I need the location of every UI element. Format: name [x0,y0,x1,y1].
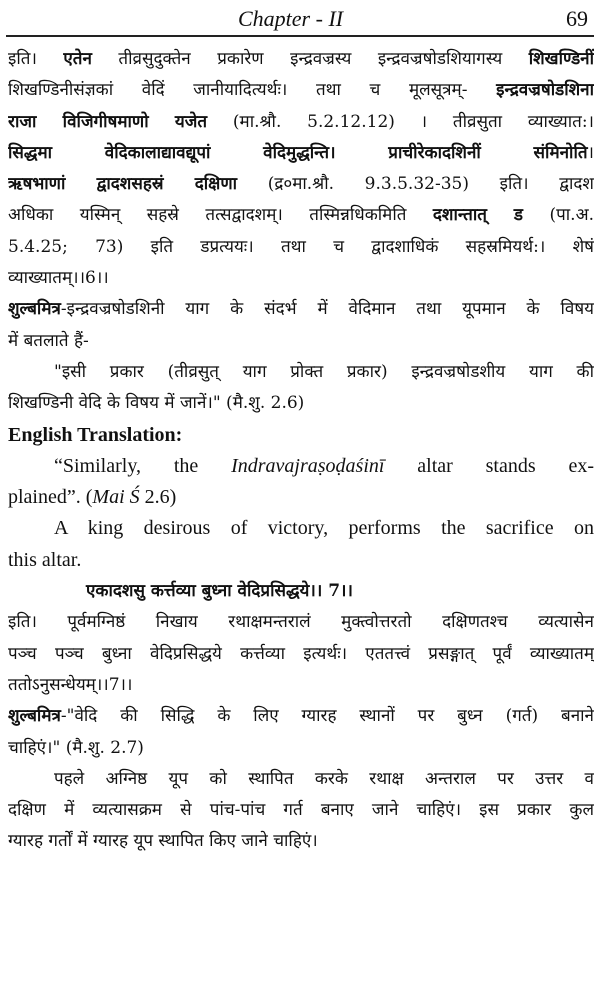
text-segment: शिखण्डिनीं [528,49,594,69]
text-segment: में बतलाते हैं- [8,330,89,351]
text-segment: -इन्द्रवज्रषोडशिनी याग के संदर्भ में वेदिमान तथा यूपमान के विषय [60,299,594,320]
text-segment: व्याख्यातम्।।6।। [8,268,109,289]
text-line [8,733,594,764]
text-segment: ग्यारह गर्तों में ग्यारह यूप स्थापित किए जाने चाहिएं। [8,831,318,852]
page-body [8,44,594,858]
text-segment: इति। पूर्वमग्निष्ठं निखाय रथाक्षमन्तरालं मुक्त्वोत्तरतो दक्षिणतश्च व्यत्यासेन [8,612,594,633]
text-segment: altar stands ex- [384,454,594,477]
text-segment: दक्षिण में व्यत्यासक्रम से पांच-पांच गर्त बनाए जाने चाहिएं। इस प्रकार कुल [8,800,594,821]
text-line [8,639,594,670]
text-segment: दशान्तात् ड [432,205,524,226]
text-line [8,607,594,638]
text-line [8,826,594,857]
text-segment: पहले अग्निष्ठ यूप को स्थापित करके रथाक्ष अन्तराल पर उत्तर व [54,768,594,789]
text-line [8,107,594,138]
text-line [8,576,594,607]
text-line [8,294,594,325]
text-segment: एकादशसु कर्त्तव्या बुध्ना वेदिप्रसिद्धये।। 7।। [86,581,353,602]
text-line [8,670,594,701]
text-segment: अधिका यस्मिन् सहस्रे तत्सद्वादशम्। तस्मिन्नधिकमिति [8,205,433,226]
text-segment: Indravajraṣoḍaśinī [231,454,385,477]
text-line [8,169,594,200]
text-segment: राजा विजिगीषमाणो यजेत [8,111,208,132]
text-segment: इति। [8,49,64,69]
text-segment: ततोऽनुसन्धेयम्।।7।। [8,674,133,695]
text-segment: एतेन [63,49,92,69]
text-segment: this altar. [8,548,82,571]
text-line [8,200,594,231]
text-segment: सिद्धमा वेदिकालाद्यावद्यूपां वेदिमुद्धन्ति। प्राचीरेकादशिनीं संमिनोति [8,142,588,163]
text-segment: "इसी प्रकार (तीव्रसुत् याग प्रोक्त प्रकार) इन्द्रवज्रषोडशीय याग की [54,361,594,382]
text-line [8,795,594,826]
chapter-title: Chapter - II [238,6,344,31]
text-line [8,44,594,75]
text-line [8,482,594,513]
text-line [8,357,594,388]
text-segment: 5.4.25; 73) इति डप्रत्ययः। तथा च द्वादशाधिकं सहस्रमियर्थ:। शेषं [8,236,594,257]
text-segment: तीव्रसुदुक्तेन प्रकारेण इन्द्रवज्रस्य इन्द्रवज्रषोडशियागस्य [91,49,529,69]
text-segment: (पा.अ. [523,205,594,226]
text-line [8,388,594,419]
text-segment: Mai Ś [92,486,140,509]
text-segment: पञ्च पञ्च बुध्ना वेदिप्रसिद्धये कर्त्तव्या इत्यर्थः। एततत्त्वं प्रसङ्गात् पूर्वं व्याख्यातम् [8,643,594,664]
text-segment: (मा.श्रौ. 5.2.12.12) । तीव्रसुता व्याख्यात:। [207,111,594,132]
text-line [8,764,594,795]
text-segment: plained”. ( [8,486,93,509]
text-line [8,545,594,576]
text-segment: शिखण्डिनी वेदि के विषय में जानें।" (मै.शु. 2.6) [8,393,305,414]
text-segment: शिखण्डिनीसंज्ञकां वेदिं जानीयादित्यर्थः। तथा च मूलसूत्रम्- [8,80,497,101]
text-segment: शुल्बमित्र [8,706,61,727]
text-segment: ऋषभाणां द्वादशसहस्रं दक्षिणा [8,174,238,195]
page-number: 69 [566,6,588,31]
text-segment: शुल्बमित्र [8,299,61,320]
text-segment: चाहिएं।" (मै.शु. 2.7) [8,737,144,758]
page-header [0,6,600,32]
text-segment: “Similarly, the [54,454,232,477]
text-line [8,326,594,357]
section-heading [8,420,594,451]
text-segment: । [587,142,594,163]
text-segment: 2.6) [139,486,177,509]
text-segment: English Translation: [8,423,183,446]
text-line [8,701,594,732]
text-segment: इन्द्रवज्रषोडशिना [496,80,594,101]
text-line [8,451,594,482]
text-line [8,232,594,263]
text-segment: A king desirous of victory, performs the sacrifice on [54,517,594,540]
text-line [8,138,594,169]
text-line [8,263,594,294]
text-segment: -"वेदि की सिद्धि के लिए ग्यारह स्थानों पर बुध्न (गर्त) बनाने [60,706,594,727]
header-rule [6,35,594,37]
text-line [8,75,594,106]
text-segment: (द्र०मा.श्रौ. 9.3.5.32-35) इति। द्वादश [237,174,594,195]
text-line [8,513,594,544]
